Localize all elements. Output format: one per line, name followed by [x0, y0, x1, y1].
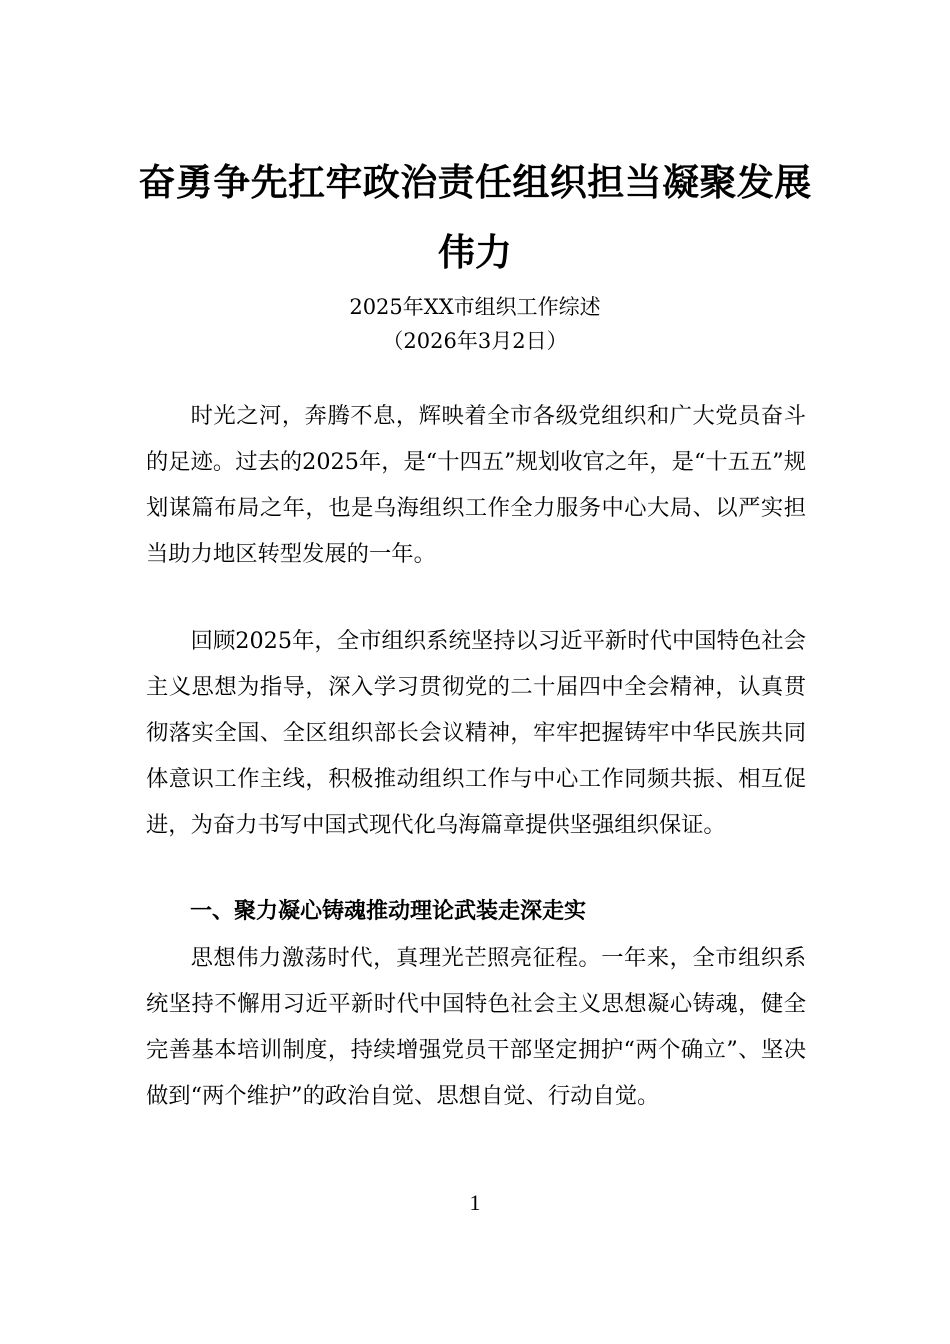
body-paragraph-review: 回顾2025年，全市组织系统坚持以习近平新时代中国特色社会主义思想为指导，深入学习贯彻党的二十届四中全会精神，认真贯彻落实全国、全区组织部长会议精神，牢牢把握铸牢中华民族共同体意识工作主线，积极推动组织工作与中心工作同频共振、相互促进，为奋力书写中国式现代化乌海篇章提供坚强组织保证。 [146, 628, 806, 838]
document-date: （2026年3月2日） [382, 329, 568, 353]
document-title-line-1: 奋勇争先扛牢政治责任组织担当凝聚发展 [138, 160, 812, 204]
body-paragraph-section-1: 思想伟力激荡时代，真理光芒照亮征程。一年来，全市组织系统坚持不懈用习近平新时代中国特色社会主义思想凝心铸魂，健全完善基本培训制度，持续增强党员干部坚定拥护“两个确立”、坚决做到“两个维护”的政治自觉、思想自觉、行动自觉。 [146, 945, 806, 1109]
document-title-line-2: 伟力 [438, 230, 512, 274]
page-number: 1 [469, 1190, 481, 1215]
section-heading-1: 一、聚力凝心铸魂推动理论武装走深走实 [190, 899, 587, 924]
document-subtitle: 2025年XX市组织工作综述 [349, 295, 601, 319]
body-paragraph-intro: 时光之河，奔腾不息，辉映着全市各级党组织和广大党员奋斗的足迹。过去的2025年，是“十四五”规划收官之年，是“十五五”规划谋篇布局之年，也是乌海组织工作全力服务中心大局、以严实担当助力地区转型发展的一年。 [146, 403, 806, 567]
